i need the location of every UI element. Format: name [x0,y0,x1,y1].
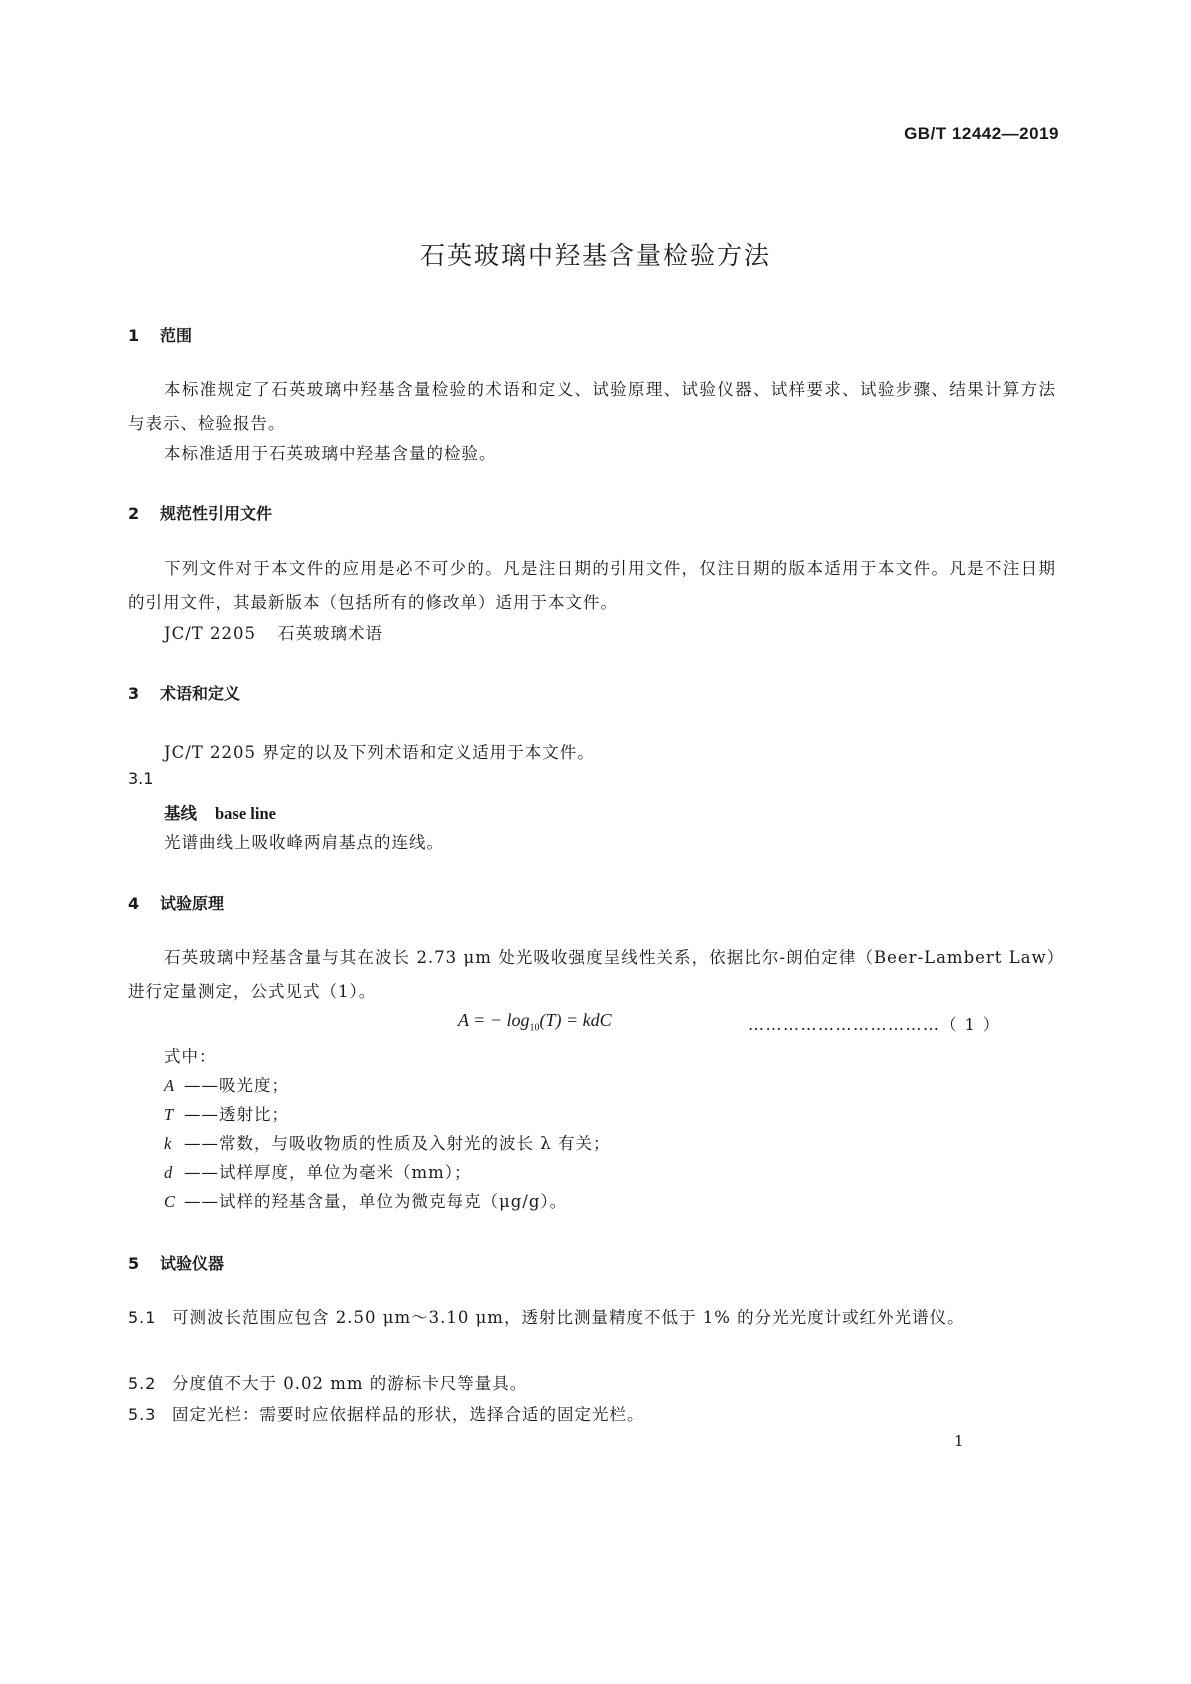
clause-5-1 [128,1301,1056,1335]
section-title: 规范性引用文件 [160,504,273,523]
clause-5-2 [128,1370,527,1394]
section-number: 2 [128,504,140,523]
formula-rhs: (T) = kdC [539,1010,612,1030]
clause-number: 5.3 [128,1405,157,1424]
clause-text: 固定光栏：需要时应依据样品的形状，选择合适的固定光栏。 [172,1405,645,1424]
variable-row [164,1072,289,1096]
variable-description: ——吸光度； [184,1076,289,1095]
section-3-heading [128,681,240,704]
term-chinese: 基线 [164,804,197,823]
variable-symbol: d [164,1163,174,1182]
variable-description: ——试样厚度，单位为毫米（mm）； [184,1163,472,1182]
variable-description: ——试样的羟基含量，单位为微克每克（μg/g）。 [184,1192,568,1211]
section-title: 范围 [160,326,193,345]
section-4-heading [128,891,224,914]
section-number: 4 [128,894,140,913]
clause-number: 5.2 [128,1374,157,1393]
variable-row [164,1130,610,1154]
leader-dots: …………………………… [748,1015,941,1034]
variable-description: ——常数，与吸收物质的性质及入射光的波长 λ 有关； [184,1134,611,1153]
section-number: 3 [128,684,140,703]
standard-code: GB/T 12442—2019 [904,124,1059,143]
variable-symbol: T [164,1105,175,1124]
section-5-heading [128,1251,224,1274]
section-1-heading [128,323,192,346]
variable-symbol: C [164,1192,177,1211]
normative-reference [164,620,383,644]
section-number: 1 [128,326,140,345]
section-title: 试验原理 [160,894,225,913]
section-1-paragraph-1: 本标准规定了石英玻璃中羟基含量检验的术语和定义、试验原理、试验仪器、试样要求、试验步骤、结果计算方法与表示、检验报告。 [128,380,1056,433]
clause-text: 可测波长范围应包含 2.50 μm～3.10 μm，透射比测量精度不低于 1% 的分光光度计或红外光谱仪。 [172,1308,965,1327]
variable-row [164,1188,567,1212]
section-3-paragraph-1: JC/T 2205 界定的以及下列术语和定义适用于本文件。 [164,743,595,762]
section-2-paragraph-1: 下列文件对于本文件的应用是必不可少的。凡是注日期的引用文件，仅注日期的版本适用于本文件。凡是不注日期的引用文件，其最新版本（包括所有的修改单）适用于本文件。 [128,559,1056,612]
formula-subscript: 10 [529,1022,540,1034]
term-definition: 光谱曲线上吸收峰两肩基点的连线。 [164,833,444,852]
section-number: 5 [128,1254,140,1273]
where-label: 式中： [164,1047,217,1066]
variable-row [164,1159,472,1183]
clause-5-3 [128,1401,645,1425]
variable-row [164,1101,289,1125]
page-number: 1 [954,1432,964,1450]
document-title: 石英玻璃中羟基含量检验方法 [419,241,771,270]
formula-lhs: A = − log [458,1010,530,1030]
reference-title: 石英玻璃术语 [278,624,384,643]
section-1-paragraph-2: 本标准适用于石英玻璃中羟基含量的检验。 [164,444,497,463]
clause-text: 分度值不大于 0.02 mm 的游标卡尺等量具。 [172,1374,528,1393]
variable-symbol: k [164,1134,173,1153]
reference-code: JC/T 2205 [164,624,257,643]
term-entry [164,800,276,824]
equation-leader [748,1012,1000,1035]
formula-1 [458,1010,612,1034]
section-title: 试验仪器 [160,1254,225,1273]
equation-number: （ 1 ） [940,1015,1001,1034]
term-english: base line [215,804,276,823]
clause-number: 5.1 [128,1308,157,1327]
section-2-heading [128,501,272,524]
section-4-paragraph-1: 石英玻璃中羟基含量与其在波长 2.73 μm 处光吸收强度呈线性关系，依据比尔-朗伯定律（Beer-Lambert Law）进行定量测定，公式见式（1）。 [128,948,1056,1001]
variable-symbol: A [164,1076,176,1095]
clause-number: 3.1 [128,769,154,788]
section-title: 术语和定义 [160,684,241,703]
variable-description: ——透射比； [184,1105,289,1124]
